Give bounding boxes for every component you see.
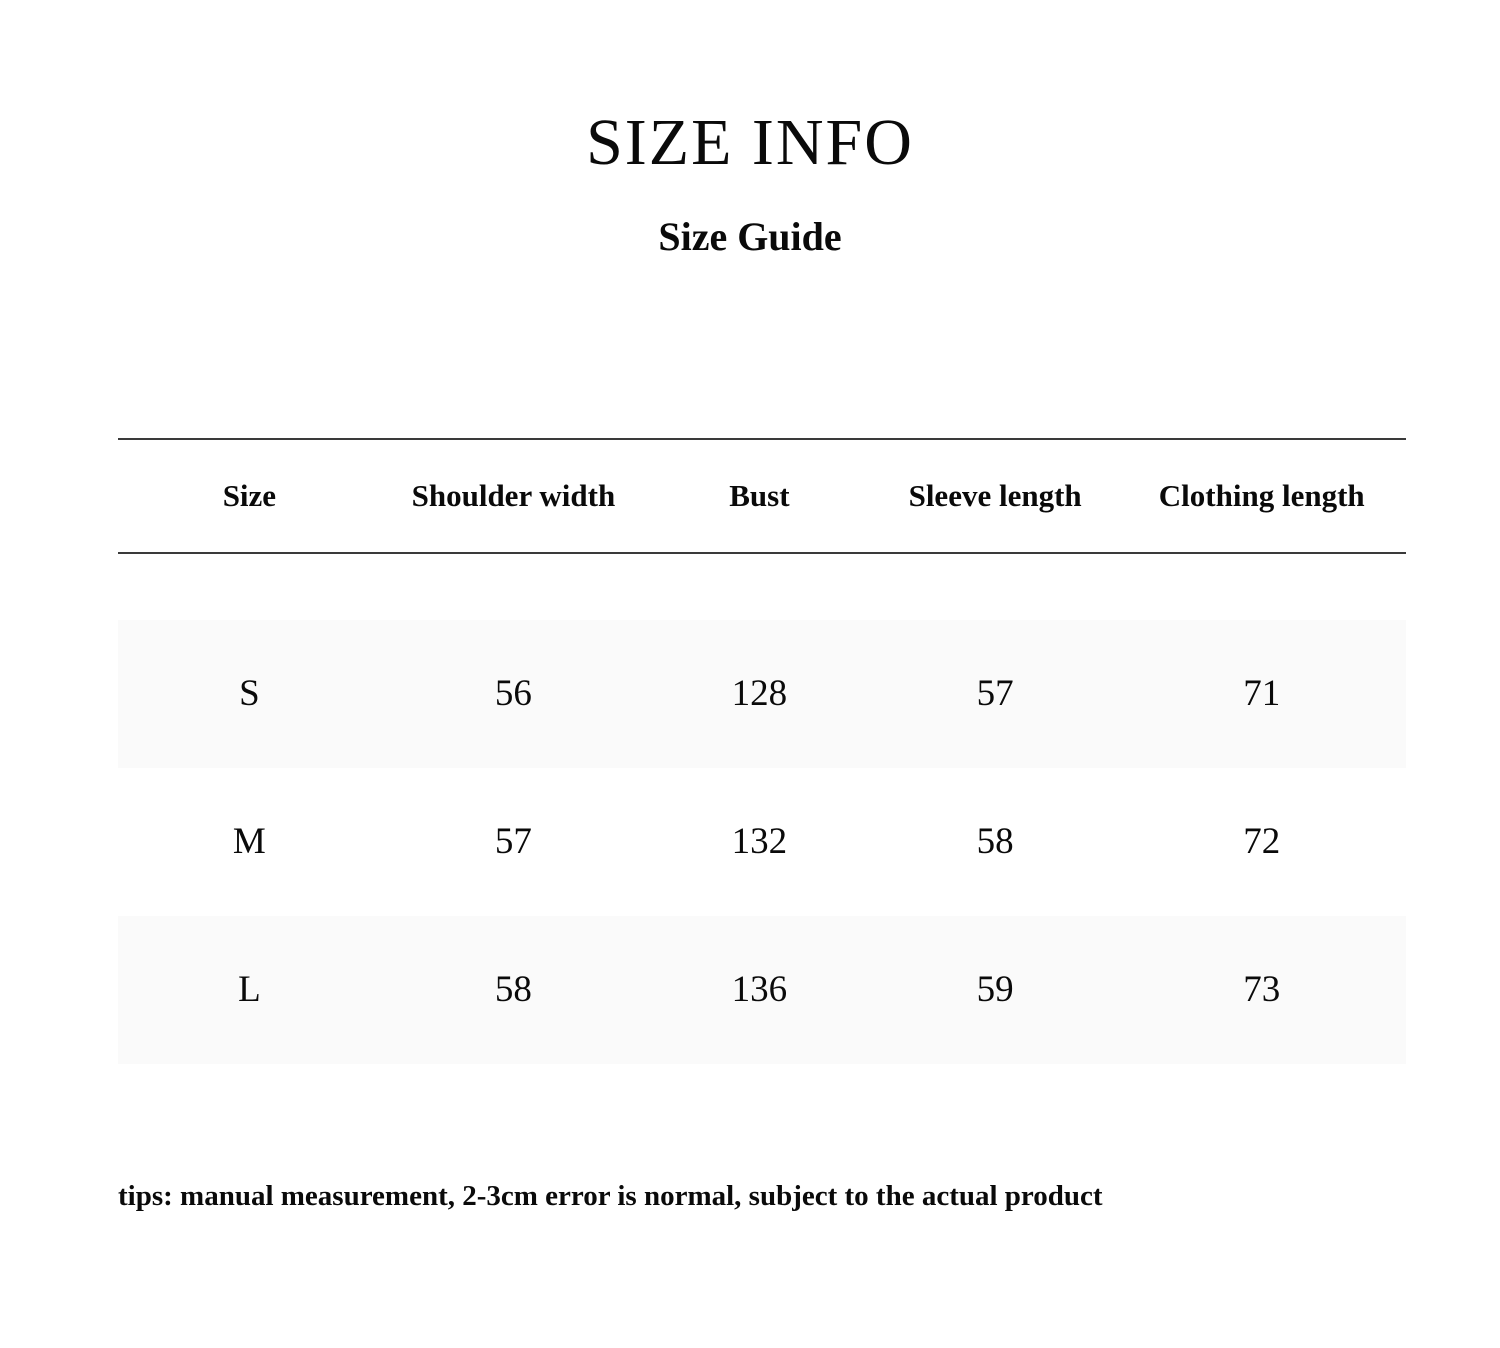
cell-shoulder-width: 58	[381, 916, 646, 1064]
cell-shoulder-width: 56	[381, 620, 646, 768]
table-spacer-row	[118, 553, 1406, 620]
column-header-clothing-length: Clothing length	[1158, 478, 1365, 513]
column-header-sleeve-length: Sleeve length	[908, 478, 1082, 513]
measurement-tips: tips: manual measurement, 2-3cm error is normal, subject to the actual product	[118, 1180, 1103, 1212]
table-header-row	[118, 439, 1406, 553]
cell-clothing-length: 72	[1243, 821, 1281, 863]
size-table-head	[118, 439, 1406, 553]
size-table-body	[118, 553, 1406, 1064]
cell-sleeve-length: 59	[873, 916, 1118, 1064]
cell-clothing-length: 71	[1117, 620, 1406, 768]
cell-shoulder-width: 57	[494, 821, 532, 863]
size-table-container	[118, 438, 1406, 1064]
cell-size: L	[118, 916, 381, 1064]
cell-bust: 132	[731, 821, 788, 863]
table-row	[118, 620, 1406, 768]
cell-clothing-length: 73	[1117, 916, 1406, 1064]
column-header-bust: Bust	[729, 478, 790, 513]
page-subtitle: Size Guide	[658, 214, 842, 260]
cell-sleeve-length: 58	[976, 821, 1014, 863]
column-header-size: Size	[222, 478, 277, 513]
cell-size: S	[118, 620, 381, 768]
page-title: SIZE INFO	[586, 106, 914, 179]
table-row	[118, 916, 1406, 1064]
cell-bust: 136	[646, 916, 873, 1064]
cell-sleeve-length: 57	[873, 620, 1118, 768]
size-table	[118, 438, 1406, 1064]
column-header-shoulder-width: Shoulder width	[411, 478, 616, 513]
table-row	[118, 768, 1406, 916]
cell-bust: 128	[646, 620, 873, 768]
cell-size: M	[232, 821, 266, 863]
